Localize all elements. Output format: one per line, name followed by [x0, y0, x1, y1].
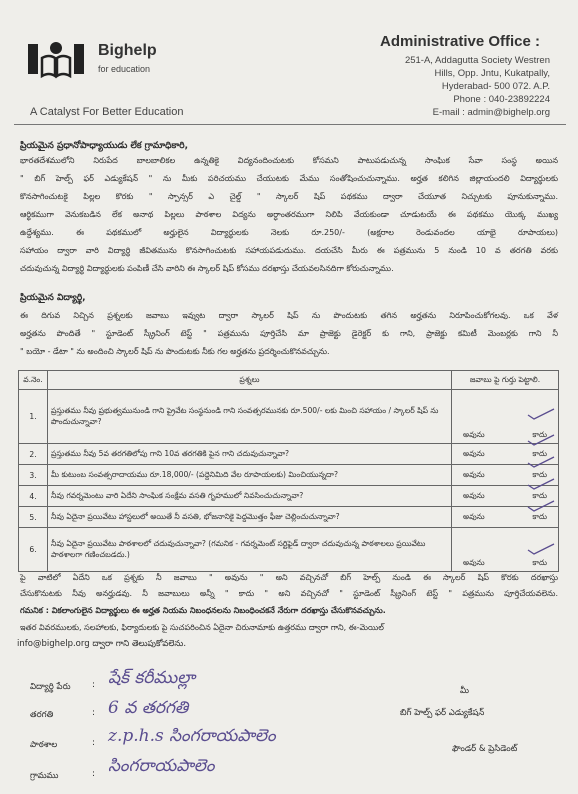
- row-number: 3.: [19, 465, 48, 486]
- row-number: 1.: [19, 390, 48, 444]
- tick-mark-icon: [526, 543, 556, 555]
- row-number: 2.: [19, 444, 48, 465]
- para1-line: భారతదేశములోని నిరుపేద బాలబాలికల ఉన్నతికై విద్యనందించుటకు కోసమని పాటుపడుచున్న సాంఘిక సేవా సంస్థ అయిన: [20, 156, 558, 165]
- para1-line: " బిగ్ హెల్ప్ ఫర్ ఎడ్యుకేషన్ " ను మీకు పరిచయము చేయుటకు మేము సంతోషించుచున్నాము. అర్హత కలిగిన జిల్లాయందలి విద్యార్థులకు: [20, 174, 558, 183]
- address-line: Hills, Opp. Jntu, Kukatpally,: [434, 68, 550, 79]
- answer-yes-option[interactable]: అవును: [463, 430, 485, 439]
- salutation-student: ప్రియమైన విద్యార్థి,: [20, 293, 86, 303]
- para2-line: అర్హతను పొందితే " స్టూడెంట్ స్క్రీనింగ్ టెస్ట్ " పత్రమును పూర్తిచేసి మా ప్రాజెక్టు డైరెక్టర్ కు గాని, ప్రాజెక్టు కమిటీ మెంబర్లకు గాని నీ: [20, 329, 558, 338]
- row-question: నీవు గవర్నమెంటు వారి ఏదేని సాంఘిక సంక్షేమ వసతి గృహములో నివసించుచున్నావా?: [48, 486, 452, 507]
- signature-title: ఫౌండర్ & ప్రెసిడెంట్: [452, 744, 518, 754]
- after-table-line: చేసుకొనుటకు నీవు అనర్హుడవు. నీ జవాబులు అన్నీ " కాదు " అని వచ్చినచో " స్టూడెంట్ స్క్రీనింగ్ టెస్ట్ " పత్రమును పూర్తిచేయవలెను.: [20, 589, 558, 598]
- row-number: 5.: [19, 507, 48, 528]
- col-header-answer: జవాబు పై గుర్తు పెట్టాలి.: [452, 371, 559, 390]
- answer-no-option[interactable]: కాదు: [532, 430, 547, 439]
- note-line: గమనిక : వికలాంగులైన విద్యార్థులు ఈ అర్హత నియమ నిబంధనలను నిబంధించకనే నేరుగా దరఖాస్తు చేసుకొనవచ్చును.: [20, 606, 386, 615]
- col-header-number: వ.నెం.: [19, 371, 48, 390]
- answer-yes-option[interactable]: అవును: [463, 511, 485, 521]
- class-value[interactable]: 6 వ తరగతి: [108, 698, 189, 718]
- colon: :: [92, 708, 96, 718]
- phone-line: Phone : 040-23892224: [453, 94, 550, 105]
- row-question: ప్రస్తుతము నీవు ప్రభుత్వమునుండి గాని ప్రైవేట సంస్థనుండి గాని సంవత్సరమునకు రూ.500/- లకు మించి సహాయం / స్కాలర్ షిప్ ను పొందుచున్నావా?: [48, 390, 452, 444]
- village-value[interactable]: సింగరాయపాలెం: [108, 756, 215, 776]
- para1-line: చదువుచున్న విద్యార్థి విద్యార్థులకు పంపిణీ చేసి వారిని ఈ స్కాలర్ షిప్ కోసము దరఖాస్తు చేయవలసినదిగా కోరుచున్నాము.: [20, 264, 394, 273]
- para1-line: కొనసాగించుటకై పిల్లల కొరకు " స్పాన్సర్ ఎ చైల్డ్ " స్కాలర్ షిప్ పథకము ద్వారా చేయూత నిచ్చుటకు పూనుకున్నాము.: [20, 192, 558, 201]
- after-table-line: పై వాటిలో ఏదేని ఒక ప్రశ్నకు నీ జవాబు " అవును " అని వచ్చినచో బిగ్ హెల్ప్ నుండి ఈ స్కాలర్ షిప్ కొరకు దరఖాస్తు: [20, 573, 558, 582]
- school-value[interactable]: z.p.h.s సింగరాయపాలెం: [108, 726, 276, 746]
- colon: :: [92, 769, 96, 779]
- table-row: [19, 465, 559, 486]
- address-line: 251-A, Addagutta Society Westren: [404, 55, 550, 66]
- tick-mark-icon: [526, 478, 556, 490]
- para1-line: ఆర్థికముగా వెనుకబడిన లేక అనాథ పిల్లలు పాఠశాల విద్యను అర్ధాంతరముగా నిలిపి వేయకుండా చూడుటయే ఈ పథకము యొక్క ముఖ్య: [20, 210, 558, 219]
- tagline: A Catalyst For Better Education: [30, 106, 184, 118]
- row-question: నీవు ఏదైనా ప్రయివేటు హాస్టలులో అయితే నీ వసతి, భోజనానికై పెద్దమొత్తం ఫీజు చెల్లించుచున్నావా?: [48, 507, 452, 528]
- row-question: ప్రస్తుతము నీవు 5వ తరగతిలోపు గాని 10వ తరగతికి పైన గాని చదువుచున్నావా?: [48, 444, 452, 465]
- address-line: Hyderabad- 500 072. A.P.: [441, 81, 550, 92]
- table-row: [19, 486, 559, 507]
- office-title: Administrative Office :: [380, 33, 541, 50]
- tick-mark-icon: [526, 408, 556, 420]
- row-question: మీ కుటుంబ సంవత్సరాదాయము రూ.18,000/- (పద్దెనిమిది వేల రూపాయలకు) మించియున్నదా?: [48, 465, 452, 486]
- student-name-label: విద్యార్థి పేరు: [30, 682, 71, 692]
- answer-yes-option[interactable]: అవును: [463, 448, 485, 458]
- row-number: 6.: [19, 528, 48, 572]
- para2-line: ఈ దిగువ నిచ్చిన ప్రశ్నలకు జవాబు ఇవ్వుట ద్వారా స్కాలర్ షిప్ ను పొందుటకు తగిన అర్హతను నిరూపించుకోగలవు. ఒక వేళ: [20, 311, 558, 320]
- answer-no-option[interactable]: కాదు: [532, 511, 547, 521]
- tick-mark-icon: [526, 500, 556, 512]
- row-number: 4.: [19, 486, 48, 507]
- class-label: తరగతి: [30, 710, 54, 720]
- para2-line: " బయో - డేటా " ను అందించి స్కాలర్ షిప్ ను పొందుటకు నీకు గల అర్హతను ప్రదర్శించుకొనవచ్చును.: [20, 347, 330, 356]
- salutation-headmaster: ప్రియమైన ప్రధానోపాధ్యాయుడు లేక గ్రామాధికారి,: [20, 141, 189, 151]
- email-contact-line[interactable]: info@bighelp.org ద్వారా గాని తెలుపుకోవలెను.: [17, 639, 187, 649]
- para1-line: సహాయం ద్వారా వారి విద్యార్థి జీవితమును కొనసాగించుటకు సహాయపడుదుము. దయచేసి మీరు ఈ పత్రమును 5 నుండి 10 వ తరగతి వరకు: [20, 246, 558, 255]
- signature-org: బిగ్ హెల్ప్ ఫర్ ఎడ్యుకేషన్: [400, 708, 485, 718]
- header-divider: [14, 124, 566, 125]
- contact-line: ఇతర వివరములకు, సలహాలకు, ఫిర్యాదులకు పై సుచపరించిన ఏదైనా చిరునామాకు ఉత్తరము ద్వారా గాని, ఈ-మెయిల్: [20, 623, 384, 632]
- school-label: పాఠశాల: [30, 740, 58, 750]
- answer-yes-option[interactable]: అవును: [463, 558, 485, 567]
- brand-subtitle: for education: [98, 64, 151, 74]
- table-row: [19, 507, 559, 528]
- para1-line: ఉద్దేశ్యము. ఈ పథకములో అర్హులైన విద్యార్థులకు నెలకు రూ.250/- (అక్షరాల రెండువందల యాభై రూపాయలు): [20, 228, 558, 237]
- brand-name: Bighelp: [98, 42, 157, 59]
- answer-yes-option[interactable]: అవును: [463, 490, 485, 500]
- colon: :: [92, 680, 96, 690]
- signature-mark: మీ: [460, 686, 469, 696]
- colon: :: [92, 738, 96, 748]
- row-question: నీవు ఏదైనా ప్రయివేటు పాఠశాలలో చదువుచున్నావా? (గమనిక - గవర్నమెంట్ సర్టిఫైడ్ ద్వారా చదువుచున్న పాఠశాలలు ప్రయివేటు పాఠశాలగా గణించబడదు.): [48, 528, 452, 572]
- answer-yes-option[interactable]: అవును: [463, 469, 485, 479]
- answer-no-option[interactable]: కాదు: [532, 469, 547, 479]
- student-name-value[interactable]: షేక్ కరీముల్లా: [108, 668, 196, 688]
- tick-mark-icon: [526, 456, 556, 468]
- tick-mark-icon: [526, 434, 556, 446]
- table-row: [19, 390, 559, 444]
- eligibility-table: [18, 370, 559, 572]
- col-header-questions: ప్రశ్నలు: [48, 371, 452, 390]
- answer-no-option[interactable]: కాదు: [532, 490, 547, 500]
- village-label: గ్రామము: [30, 771, 59, 781]
- bighelp-logo-icon: [26, 38, 86, 82]
- answer-no-option[interactable]: కాదు: [532, 448, 547, 458]
- table-row: [19, 444, 559, 465]
- table-row: [19, 528, 559, 572]
- answer-no-option[interactable]: కాదు: [532, 558, 547, 567]
- email-address[interactable]: E-mail : admin@bighelp.org: [432, 107, 550, 118]
